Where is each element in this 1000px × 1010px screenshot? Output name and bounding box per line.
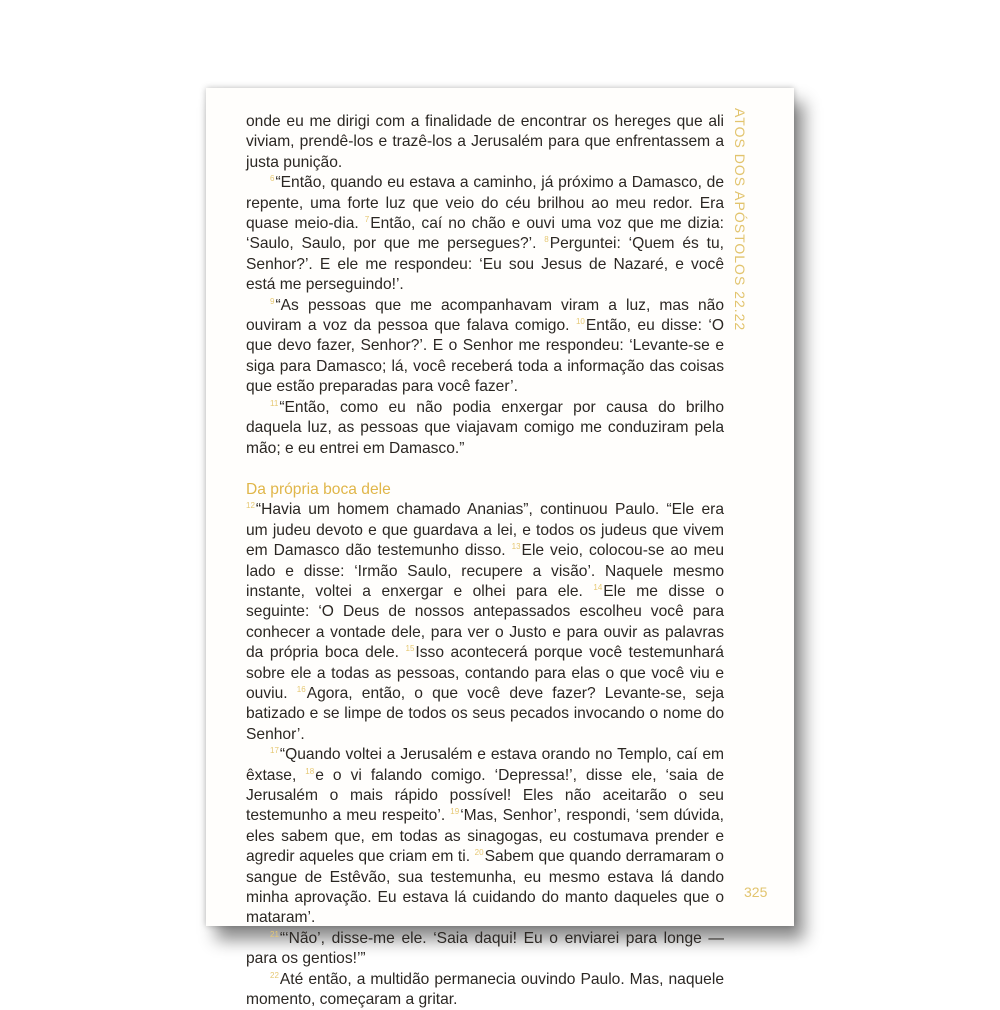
running-head: ATOS DOS APÓSTOLOS 22.22 — [732, 108, 748, 332]
verse-number: 21 — [270, 929, 279, 939]
verse-number: 11 — [270, 398, 279, 408]
verse-text: “As pessoas que me acompanhavam viram a luz, mas não ouviram a voz da pessoa que falava comigo. — [246, 296, 724, 335]
verse-number: 6 — [270, 174, 275, 184]
verse-number: 12 — [246, 501, 255, 511]
verse-number: 18 — [305, 766, 315, 776]
verse-number: 22 — [270, 970, 279, 980]
paragraph-verse-22 — [246, 970, 724, 1010]
verse-number: 10 — [575, 317, 585, 327]
paragraph-verse-21 — [246, 929, 724, 970]
verse-text: “Quando voltei a Jerusalém e estava orando no Templo, caí em êxtase, — [246, 746, 724, 784]
paragraph-verses-12-16 — [246, 500, 724, 745]
verse-number: 15 — [405, 644, 415, 654]
verse-number: 20 — [474, 848, 484, 858]
verse-number: 7 — [364, 215, 370, 225]
verse-text: Até então, a multidão permanecia ouvindo Paulo. Mas, naquele momento, começaram a gritar. — [246, 970, 724, 1009]
verse-number: 8 — [544, 235, 549, 245]
verse-number: 17 — [270, 746, 279, 756]
paragraph-verses-6-8 — [246, 173, 724, 295]
verse-text: Então, eu disse: ‘O que devo fazer, Senhor?’. E o Senhor me respondeu: ‘Levante-se e siga para Damasco; lá, você receberá toda a informação das coisas que estão preparadas para você fazer’. — [246, 317, 724, 396]
verse-text: onde eu me dirigi com a finalidade de encontrar os hereges que ali viviam, prendê-los e trazê-los a Jerusalém para que enfrentassem a justa punição. — [246, 113, 724, 171]
verse-text: ‘Mas, Senhor’, respondi, ‘sem dúvida, eles sabem que, em todas as sinagogas, eu costumava prender e agredir aqueles que criam em ti. — [246, 807, 724, 866]
paragraph-verses-9-10 — [246, 296, 724, 398]
page-number: 325 — [744, 884, 768, 900]
book-page — [206, 88, 794, 1009]
verse-text: Então, caí no chão e ouvi uma voz que me dizia: ‘Saulo, Saulo, por que me persegues?’. — [246, 215, 724, 253]
verse-text: “Havia um homem chamado Ananias”, continuou Paulo. “Ele era um judeu devoto e que guardava a lei, e todos os judeus que vivem em Damasco dão testemunho disso. — [246, 501, 724, 560]
verse-text: Sabem que quando derramaram o sangue de Estêvão, sua testemunha, eu mesmo estava lá dando minha aprovação. Eu estava lá cuidando do manto daqueles que o mataram’. — [246, 848, 724, 927]
verse-number: 9 — [270, 296, 275, 306]
paragraph-verse-11 — [246, 398, 724, 459]
paragraph-verses-17-20 — [246, 745, 724, 929]
verse-text: Ele me disse o seguinte: ‘O Deus de nossos antepassados escolheu você para conhecer a vontade dele, para ver o Justo e para ouvir as palavras da própria boca dele. — [246, 582, 724, 662]
verse-number: 16 — [296, 684, 306, 694]
verse-text: “Então, quando eu estava a caminho, já próximo a Damasco, de repente, uma forte luz que veio do céu brilhou ao meu redor. Era quase meio-dia. — [246, 174, 724, 233]
paragraph-verse-5-end — [246, 112, 724, 173]
verse-text: “Então, como eu não podia enxergar por causa do brilho daquela luz, as pessoas que viajavam comigo me conduziram pela mão; e eu entrei em Damasco.” — [246, 398, 724, 457]
verse-number: 14 — [593, 582, 603, 592]
verse-number: 13 — [511, 542, 521, 552]
verse-text: “‘Não’, disse-me ele. ‘Saia daqui! Eu o enviarei para longe — para os gentios!’” — [246, 929, 724, 968]
verse-text: e o vi falando comigo. ‘Depressa!’, disse ele, ‘saia de Jerusalém o mais rápido possível! Eles não aceitarão o seu testemunho a meu respeito’. — [246, 766, 724, 825]
verse-text: Isso acontecerá porque você testemunhará sobre ele a todas as pessoas, contando para elas o que você viu e ouviu. — [246, 644, 724, 702]
text-column — [246, 112, 724, 1010]
verse-text: Perguntei: ‘Quem és tu, Senhor?’. E ele me respondeu: ‘Eu sou Jesus de Nazaré, e você está me perseguindo!’. — [246, 235, 724, 294]
section-heading: Da própria boca dele — [246, 480, 391, 498]
verse-text: Ele veio, colocou-se ao meu lado e disse: ‘Irmão Saulo, recupere a visão’. Naquele mesmo instante, voltei a enxergar e olhei para ele. — [246, 542, 724, 600]
verse-number: 19 — [450, 807, 460, 817]
verse-text: Agora, então, o que você deve fazer? Levante-se, seja batizado e se limpe de todos os seus pecados invocando o nome do Senhor’. — [246, 684, 724, 743]
